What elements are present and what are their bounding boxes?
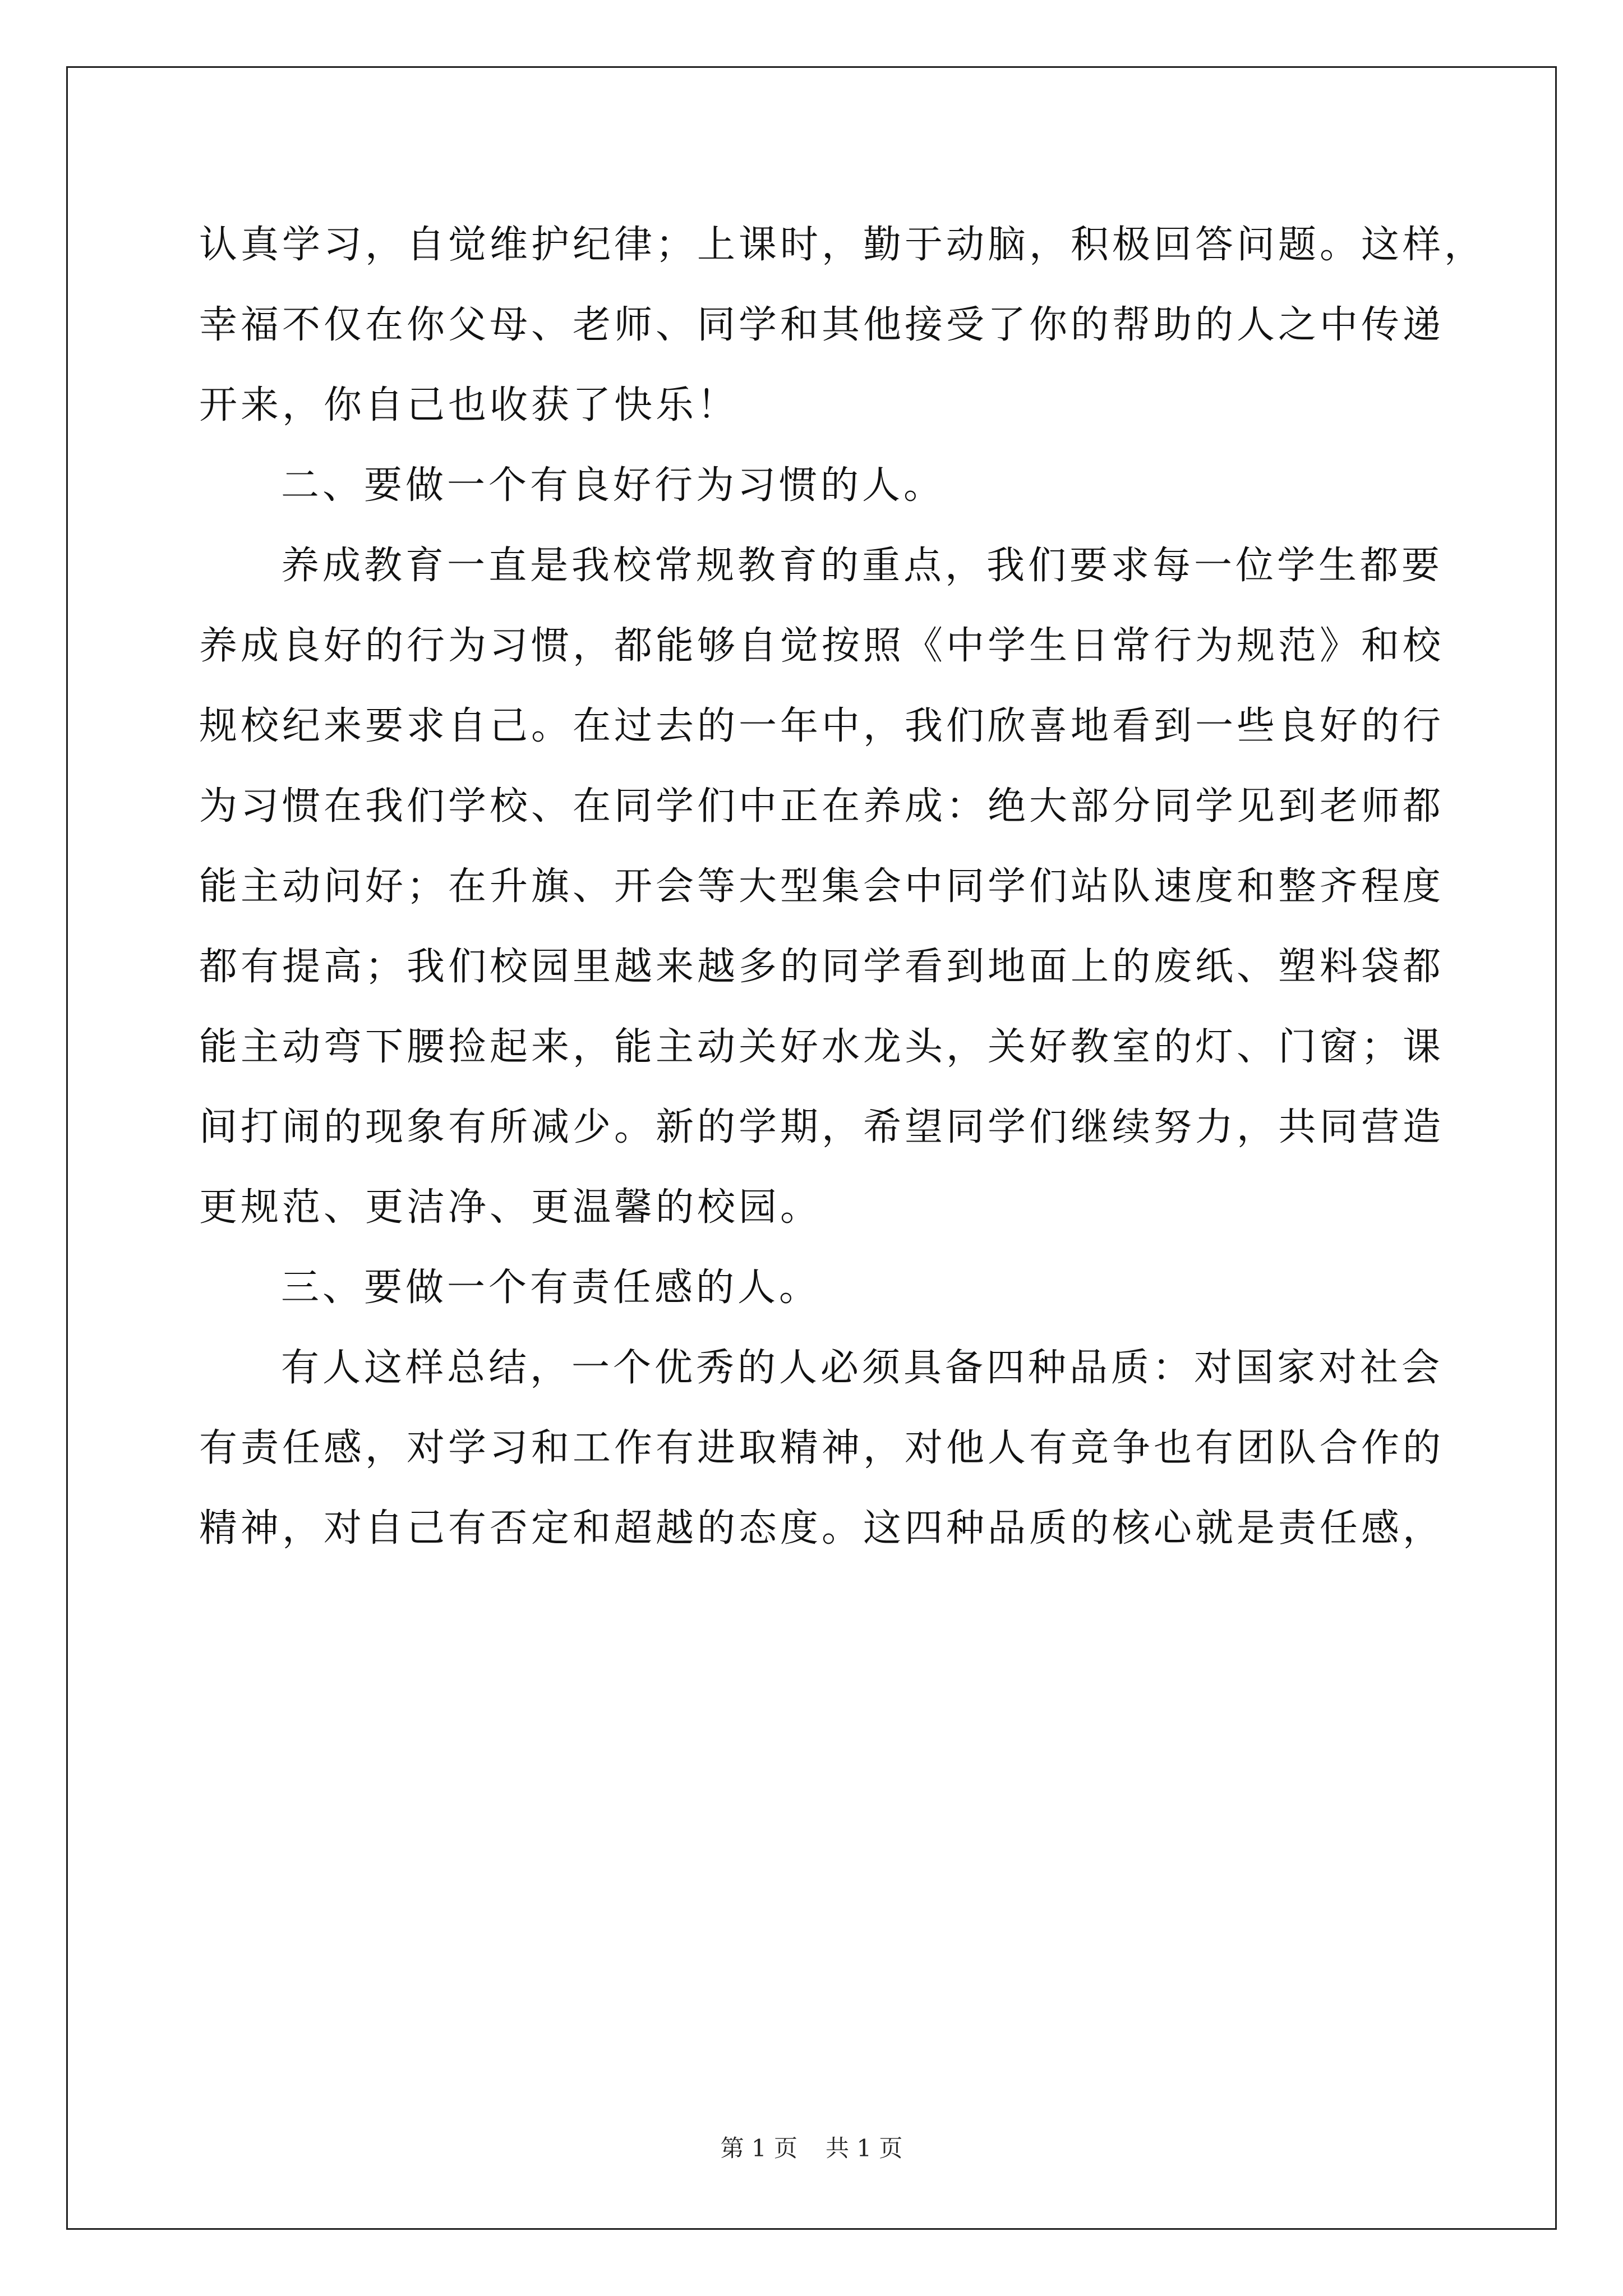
text-line: 养成良好的行为习惯，都能够自觉按照《中学生日常行为规范》和校 (199, 624, 1445, 668)
page-number: 第 1 页 (720, 2134, 797, 2162)
text-line: 开来，你自己也收获了快乐！ (199, 383, 739, 427)
text-line: 精神，对自己有否定和超越的态度。这四种品质的核心就是责任感， (199, 1506, 1445, 1550)
section-heading: 三、要做一个有责任感的人。 (281, 1266, 821, 1310)
text-line: 有人这样总结，一个优秀的人必须具备四种品质：对国家对社会 (281, 1346, 1444, 1390)
section-heading: 二、要做一个有良好行为习惯的人。 (281, 463, 946, 508)
text-line: 规校纪来要求自己。在过去的一年中，我们欣喜地看到一些良好的行 (199, 704, 1445, 748)
text-line: 认真学习，自觉维护纪律；上课时，勤于动脑，积极回答问题。这样， (199, 223, 1486, 267)
text-line: 更规范、更洁净、更温馨的校园。 (199, 1185, 822, 1230)
page-total: 共 1 页 (826, 2134, 903, 2162)
text-line: 能主动弯下腰捡起来，能主动关好水龙头，关好教室的灯、门窗；课 (199, 1025, 1445, 1069)
text-line: 能主动问好；在升旗、开会等大型集会中同学们站队速度和整齐程度 (199, 864, 1445, 909)
page-footer (0, 2132, 1623, 2165)
text-line: 养成教育一直是我校常规教育的重点，我们要求每一位学生都要 (281, 544, 1444, 588)
text-line: 间打闹的现象有所减少。新的学期，希望同学们继续努力，共同营造 (199, 1105, 1445, 1149)
text-line: 都有提高；我们校园里越来越多的同学看到地面上的废纸、塑料袋都 (199, 945, 1445, 989)
text-line: 为习惯在我们学校、在同学们中正在养成：绝大部分同学见到老师都 (199, 784, 1445, 829)
document-body (199, 205, 1486, 1568)
text-line: 幸福不仅在你父母、老师、同学和其他接受了你的帮助的人之中传递 (199, 303, 1445, 347)
text-line: 有责任感，对学习和工作有进取精神，对他人有竞争也有团队合作的 (199, 1426, 1445, 1470)
